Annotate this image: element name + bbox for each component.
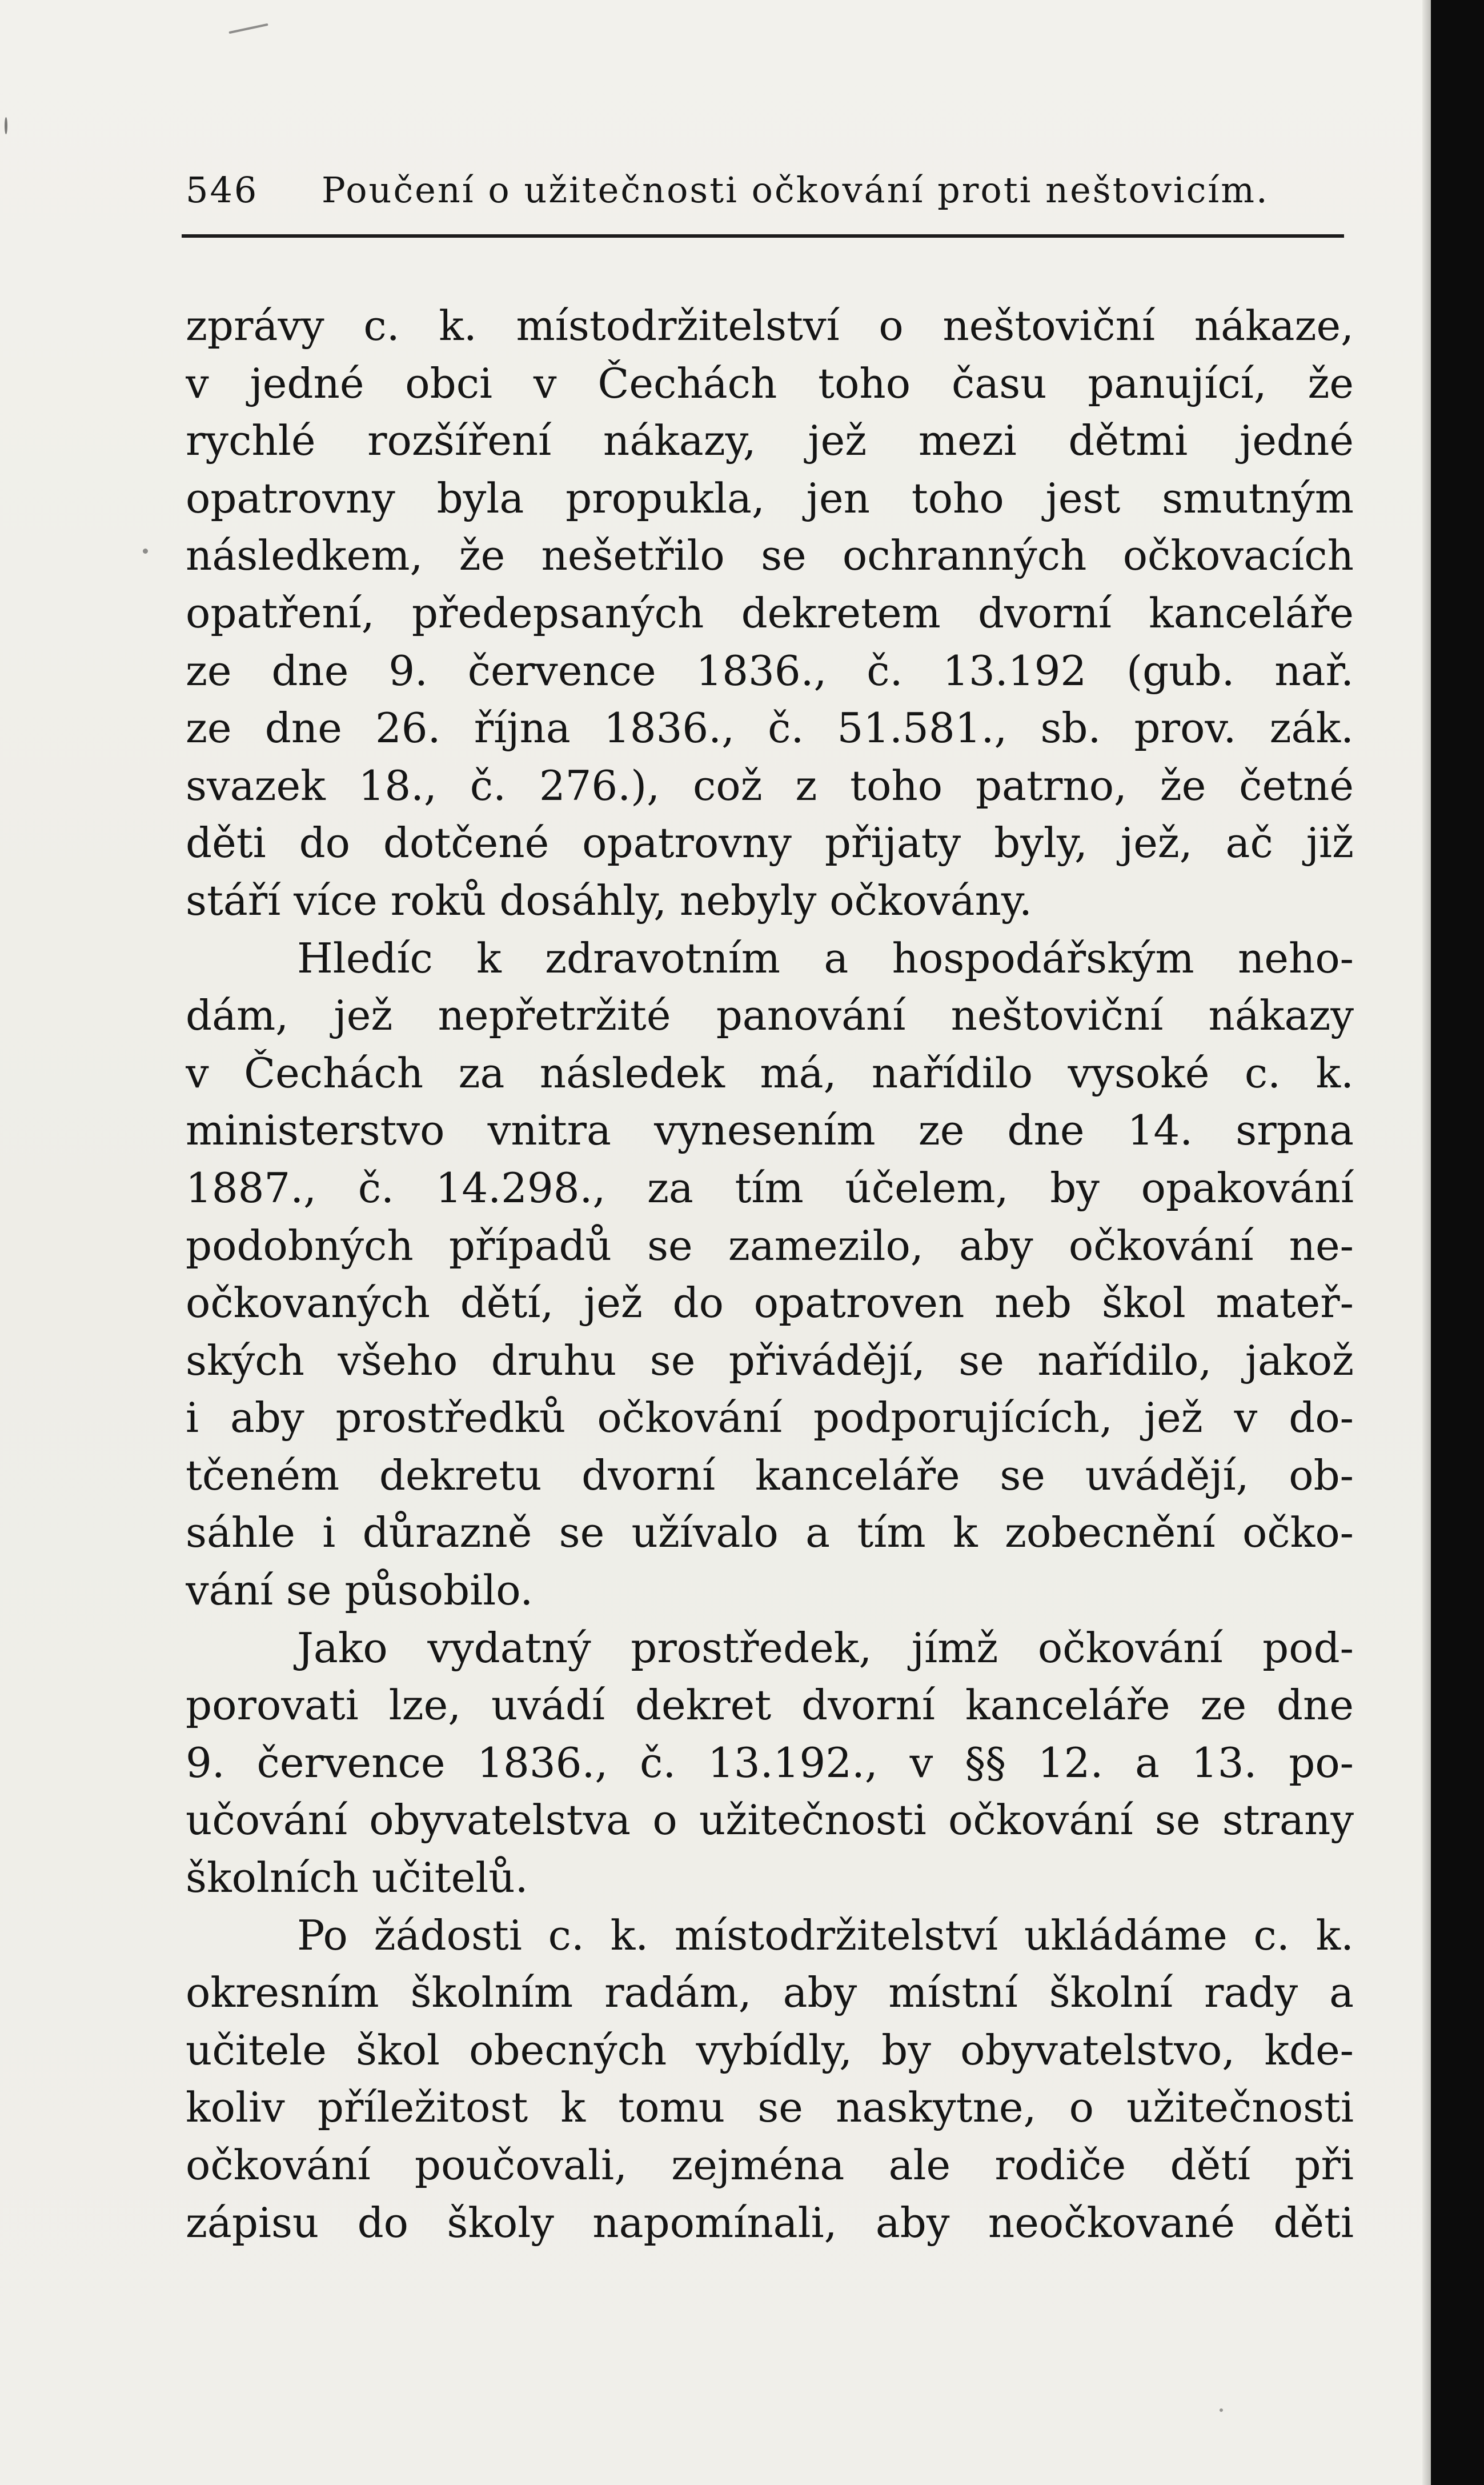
text-line: porovati lze, uvádí dekret dvorní kanceláře ze dne	[186, 1681, 1354, 1730]
running-head	[186, 165, 1345, 216]
text-line: 1887., č. 14.298., za tím účelem, by opakování	[186, 1163, 1354, 1212]
text-line: okresním školním radám, aby místní školní rady a	[186, 1968, 1354, 2017]
page-gutter-shadow	[1422, 0, 1431, 2485]
text-line: 9. července 1836., č. 13.192., v §§ 12. a 13. po-	[186, 1738, 1354, 1787]
header-rule	[182, 234, 1344, 238]
text-line: opatrovny byla propukla, jen toho jest smutným	[186, 474, 1354, 522]
text-line: děti do dotčené opatrovny přijaty byly, jež, ač již	[186, 819, 1354, 867]
text-line: ských všeho druhu se přivádějí, se nařídilo, jakož	[186, 1336, 1354, 1384]
text-line: očkování poučovali, zejména ale rodiče dětí při	[186, 2141, 1354, 2189]
text-line: koliv příležitost k tomu se naskytne, o užitečnosti	[186, 2083, 1354, 2132]
text-line: učitele škol obecných vybídly, by obyvatelstvo, kde-	[186, 2026, 1354, 2074]
paragraph-start-line: Jako vydatný prostředek, jímž očkování pod-	[297, 1623, 1354, 1672]
text-line: sáhle i důrazně se užívalo a tím k zobecnění očko-	[186, 1508, 1354, 1557]
text-line: očkovaných dětí, jež do opatroven neb škol mateř-	[186, 1279, 1354, 1327]
text-line: zápisu do školy napomínali, aby neočkované děti	[186, 2198, 1354, 2247]
scan-speck	[1220, 2408, 1223, 2412]
running-title: Poučení o užitečnosti očkování proti neštovicím.	[322, 169, 1269, 211]
scan-dark-edge	[1431, 0, 1484, 2485]
text-line: zprávy c. k. místodržitelství o neštoviční nákaze,	[186, 302, 1354, 350]
scan-speck	[228, 23, 268, 34]
paragraph-end-line: stáří více roků dosáhly, nebyly očkovány.	[186, 876, 1032, 925]
text-line: rychlé rozšíření nákazy, jež mezi dětmi jedné	[186, 417, 1354, 465]
text-line: tčeném dekretu dvorní kanceláře se uvádějí, ob-	[186, 1451, 1354, 1499]
text-line: svazek 18., č. 276.), což z toho patrno, že četné	[186, 761, 1354, 810]
scan-speck	[5, 117, 7, 134]
text-line: ze dne 26. října 1836., č. 51.581., sb. prov. zák.	[186, 704, 1354, 753]
text-line: v jedné obci v Čechách toho času panující, že	[186, 359, 1354, 407]
text-line: učování obyvatelstva o užitečnosti očkování se strany	[186, 1796, 1354, 1844]
text-line: ministerstvo vnitra vynesením ze dne 14. srpna	[186, 1106, 1354, 1155]
body-text	[186, 297, 1354, 2251]
paragraph-start-line: Hledíc k zdravotním a hospodářským neho-	[297, 934, 1354, 982]
paragraph-end-line: školních učitelů.	[186, 1854, 528, 1902]
page-number: 546	[186, 169, 259, 211]
text-line: v Čechách za následek má, nařídilo vysoké c. k.	[186, 1049, 1354, 1097]
text-line: ze dne 9. července 1836., č. 13.192 (gub. nař.	[186, 646, 1354, 695]
text-line: následkem, že nešetřilo se ochranných očkovacích	[186, 531, 1354, 580]
paragraph-end-line: vání se působilo.	[186, 1566, 534, 1615]
paragraph-start-line: Po žádosti c. k. místodržitelství ukládáme c. k.	[297, 1911, 1354, 1959]
text-line: i aby prostředků očkování podporujících, jež v do-	[186, 1394, 1354, 1442]
text-line: podobných případů se zamezilo, aby očkování ne-	[186, 1221, 1354, 1270]
text-line: opatření, předepsaných dekretem dvorní kanceláře	[186, 589, 1354, 637]
text-line: dám, jež nepřetržité panování neštoviční nákazy	[186, 991, 1354, 1040]
scan-speck	[143, 549, 148, 554]
